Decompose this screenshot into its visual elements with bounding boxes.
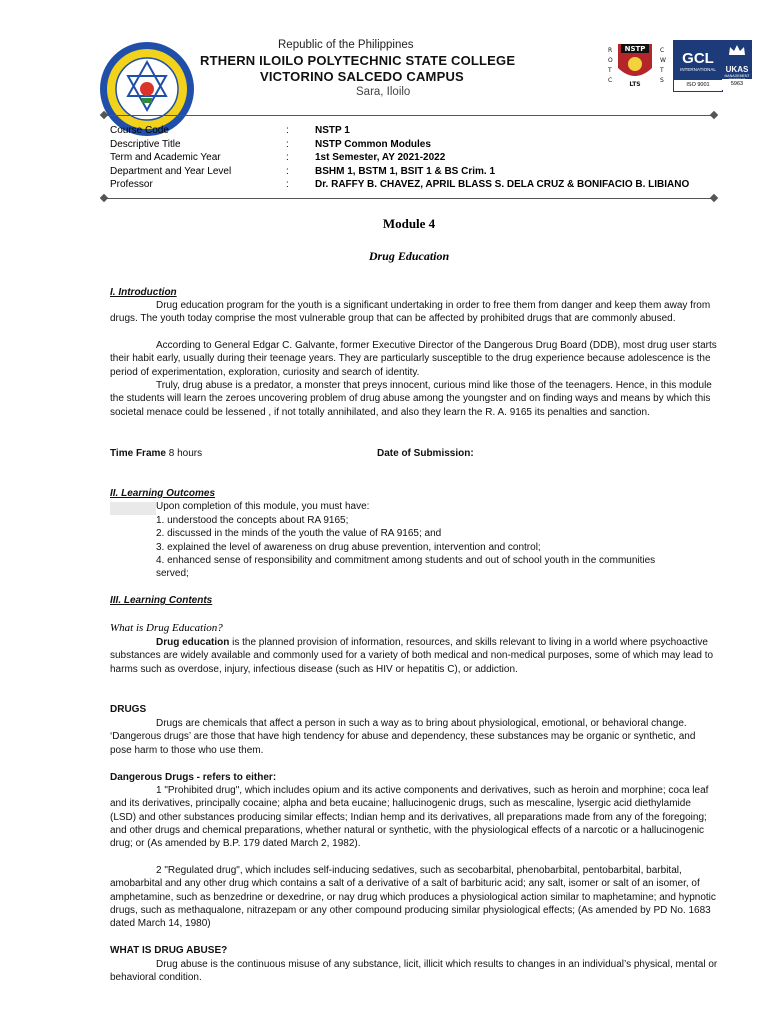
gcl-sub-label: INTERNATIONAL: [680, 67, 716, 72]
svg-text:C: C: [608, 77, 613, 84]
intro-paragraph-2: According to General Edgar C. Galvante, former Executive Director of the Dangerous Drug Board (DDB), most drug user starts their habit early, usually during their teenage years. They are particularly susceptible to the drug experience because adolescence is the period of experimentation, exploration, curiosity and search of identity.: [110, 340, 717, 378]
colon: :: [286, 125, 289, 136]
department-label: Department and Year Level: [110, 165, 232, 177]
course-code-label: Course Code: [110, 125, 169, 136]
intro-paragraph-3: Truly, drug abuse is a predator, a monster that preys innocent, curious mind like those of the teenagers. Hence, in this module the students will learn the zeroes uncovering problem of drug abuse among the youngster and on finding ways and means by which this societal menace could be lessened , if not totally annihilated, and also they learn the R. A. 9165 its penalties and sanction.: [110, 380, 712, 418]
svg-text:LTS: LTS: [629, 81, 641, 88]
professor-label: Professor: [110, 179, 153, 190]
course-info-row: [110, 124, 730, 138]
drug-education-paragraph: [110, 636, 718, 676]
colon: :: [286, 179, 289, 190]
svg-text:NSTP: NSTP: [624, 45, 646, 53]
intro-paragraph-1: Drug education program for the youth is a significant undertaking in order to free them from danger and keep them away from drugs. The youth today comprise the most vulnerable group that can be affected by prohibited drugs that are commonly abused.: [110, 300, 711, 325]
course-info-row: [110, 165, 730, 179]
campus-name: VICTORINO SALCEDO CAMPUS: [260, 69, 464, 84]
term-label: Term and Academic Year: [110, 152, 221, 163]
college-name: RTHERN ILOILO POLYTECHNIC STATE COLLEGE: [200, 53, 516, 68]
ukas-number: 5963: [722, 79, 752, 90]
gcl-label: GCL: [682, 50, 714, 67]
term-value: 1st Semester, AY 2021-2022: [315, 152, 446, 163]
descriptive-title-label: Descriptive Title: [110, 138, 181, 150]
date-of-submission-label: Date of Submission:: [377, 448, 474, 459]
descriptive-title-value: NSTP Common Modules: [315, 138, 431, 150]
colon: :: [286, 138, 289, 150]
course-info-row: [110, 138, 730, 152]
divider-cap-right: [710, 111, 718, 119]
professor-value: Dr. RAFFY B. CHAVEZ, APRIL BLASS S. DELA CRUZ & BONIFACIO B. LIBIANO: [315, 179, 690, 190]
what-is-drug-education-heading: What is Drug Education?: [110, 622, 223, 634]
outcome-item: 3. explained the level of awareness on drug abuse prevention, intervention and control;: [156, 542, 541, 553]
dangerous-drugs-heading: Dangerous Drugs - refers to either:: [110, 772, 277, 783]
divider-cap-right: [710, 194, 718, 202]
iso-label: ISO 9001: [674, 80, 722, 91]
module-title: Module 4: [382, 216, 436, 231]
course-info-row: [110, 178, 730, 192]
svg-text:W: W: [660, 57, 666, 64]
time-frame: [110, 447, 202, 460]
nstp-logo: [600, 40, 670, 88]
svg-text:O: O: [608, 57, 613, 64]
learning-contents-heading: III. Learning Contents: [110, 595, 213, 606]
crown-icon: [722, 40, 752, 60]
ukas-logo: [722, 40, 752, 90]
svg-text:T: T: [660, 67, 664, 74]
outcome-item: 4. enhanced sense of responsibility and commitment among students and out of school youth in the communities served;: [156, 555, 656, 580]
drugs-paragraph: Drugs are chemicals that affect a person in such a way as to bring about physiological, emotional, or behavioral change. ‘Dangerous drugs’ are those that have high tendency for abuse and dependency, these substances may be organic or synthetic, and pose harm to those who use them.: [110, 718, 696, 756]
ukas-label: UKAS: [725, 65, 749, 74]
svg-text:C: C: [660, 47, 665, 54]
time-frame-value: 8 hours: [165, 448, 203, 459]
drug-abuse-paragraph: Drug abuse is the continuous misuse of any substance, licit, illicit which results to changes in an individual’s physical, mental or behavioral condition.: [110, 959, 718, 984]
location-text: Sara, Iloilo: [356, 86, 411, 98]
header-divider-bottom: [104, 198, 714, 199]
republic-text: Republic of the Philippines: [278, 39, 414, 51]
drugs-heading: DRUGS: [110, 704, 147, 715]
introduction-heading: I. Introduction: [110, 287, 177, 298]
colon: :: [286, 152, 289, 163]
svg-text:S: S: [660, 77, 664, 84]
outcomes-highlight: [110, 502, 156, 515]
regulated-drug-paragraph: 2 "Regulated drug", which includes self-inducing sedatives, such as secobarbital, phenobarbital, pentobarbital, barbital, amobarbital and any other drug which contains a salt of a derivative of a salt of barbituric acid; any salt, isomer or salt of an isomer, of amphetamine, such as benzedrine or dexedrine, or nay drug which produces a physiological action similar to maphetamine; and hypnotic drugs, such as methaqualone, nitrazepam or any other compound producing similar physiological effects; (As amended by PD No. 1683 dated March 14, 1980): [110, 865, 716, 930]
learning-outcomes-heading: II. Learning Outcomes: [110, 488, 216, 499]
course-info-row: [110, 151, 730, 165]
ukas-sub-label: MANAGEMENT: [724, 74, 750, 78]
outcome-item: 1. understood the concepts about RA 9165;: [156, 515, 349, 526]
gcl-certification-logo: [673, 40, 723, 92]
time-frame-label: Time Frame: [110, 448, 166, 459]
colon: :: [286, 165, 289, 177]
course-code-value: NSTP 1: [315, 125, 350, 136]
drug-education-term: Drug education: [156, 637, 230, 648]
department-value: BSHM 1, BSTM 1, BSIT 1 & BS Crim. 1: [315, 165, 496, 177]
outcomes-intro: Upon completion of this module, you must have:: [156, 501, 370, 512]
header-divider-top: [104, 115, 714, 116]
prohibited-drug-paragraph: 1 "Prohibited drug", which includes opium and its active components and derivatives, such as heroin and morphine; coca leaf and its derivatives, principally cocaine; alpha and beta eucaine; hallucinogenic drugs, such as mescaline, lysergic acid diethylamide (LSD) and other substances producing similar effects; Indian hemp and its derivatives, all preparations made from any of the foregoing; and other drugs and chemical preparations, whether natural or synthetic, with the physiological effects of a narcotic or a hallucinogenic drug; or (As amended by B.P. 179 dated March 2, 1982).: [110, 785, 709, 850]
drug-abuse-heading: WHAT IS DRUG ABUSE?: [110, 945, 228, 956]
svg-text:T: T: [608, 67, 612, 74]
divider-cap-left: [100, 194, 108, 202]
svg-text:R: R: [608, 47, 613, 54]
drug-education-definition: is the planned provision of information, resources, and skills relevant to living in a world where psychoactive substances are widely available and commonly used for a variety of both medical and non-medical purposes, some of which may lead to harms such as overdose, injury, infectious disease (such as HIV or hepatitis C), or addiction.: [110, 637, 714, 675]
outcome-item: 2. discussed in the minds of the youth the value of RA 9165; and: [156, 528, 442, 539]
subject-title: Drug Education: [368, 249, 450, 263]
